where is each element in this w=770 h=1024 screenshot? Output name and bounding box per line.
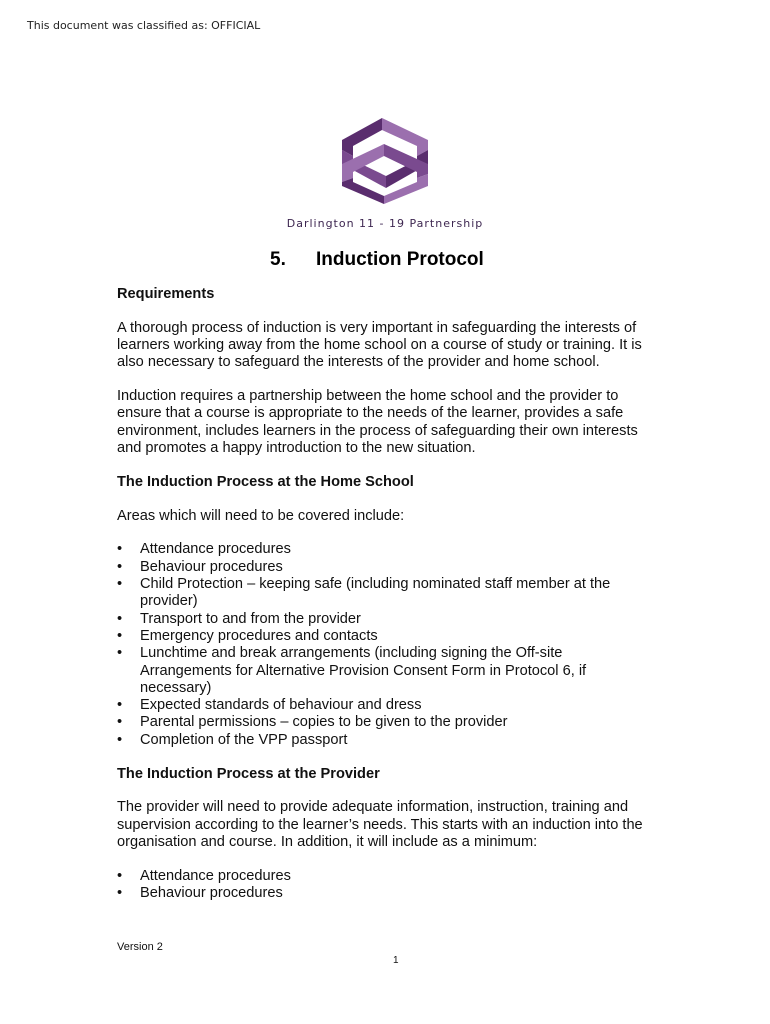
- bullet-icon: •: [117, 627, 123, 644]
- home-school-heading: The Induction Process at the Home School: [117, 473, 414, 490]
- document-body: [117, 286, 657, 919]
- bullet-icon: •: [117, 576, 123, 593]
- bullet-icon: •: [117, 610, 123, 627]
- list-item: • Transport to and from the provider: [117, 610, 361, 627]
- list-item: • Expected standards of behaviour and dress: [117, 697, 422, 714]
- bullet-icon: •: [117, 697, 123, 714]
- provider-heading: The Induction Process at the Provider: [117, 765, 380, 782]
- section-title: Induction Protocol: [316, 249, 484, 270]
- requirements-paragraph-1: A thorough process of induction is very important in safeguarding the interests of learners working away from the home school on a course of study or training. It is also necessary to safeguard the interests of the provider and home school.: [117, 319, 642, 371]
- page-number: 1: [393, 955, 399, 966]
- bullet-icon: •: [117, 645, 123, 662]
- bullet-icon: •: [117, 885, 123, 902]
- partnership-logo: [338, 116, 432, 206]
- list-item: • Attendance procedures: [117, 541, 291, 558]
- list-item: • Parental permissions – copies to be given to the provider: [117, 714, 508, 731]
- list-item: • Completion of the VPP passport: [117, 731, 348, 748]
- classification-label: This document was classified as: OFFICIAL: [27, 19, 261, 32]
- list-item: • Attendance procedures: [117, 867, 291, 884]
- bullet-icon: •: [117, 867, 123, 884]
- provider-intro: The provider will need to provide adequate information, instruction, training and supervision according to the learner’s needs. This starts with an induction into the organisation and course. In addition, it will include as a minimum:: [117, 799, 643, 850]
- home-school-list: [117, 541, 657, 749]
- bullet-icon: •: [117, 558, 123, 575]
- bullet-icon: •: [117, 541, 123, 558]
- footer-version: Version 2: [117, 941, 163, 953]
- list-item: • Child Protection – keeping safe (including nominated staff member at the provider): [117, 576, 611, 610]
- requirements-heading: Requirements: [117, 286, 215, 302]
- requirements-paragraph-2: Induction requires a partnership between the home school and the provider to ensure that a course is appropriate to the needs of the learner, provides a safe environment, includes learners in the process of safeguarding their own interests and promotes a happy introduction to the new situation.: [117, 388, 638, 457]
- bullet-icon: •: [117, 714, 123, 731]
- logo-caption: Darlington 11 - 19 Partnership: [286, 217, 484, 230]
- home-school-intro: Areas which will need to be covered include:: [117, 507, 405, 524]
- page-title: [270, 249, 484, 271]
- list-item: • Lunchtime and break arrangements (including signing the Off-site Arrangements for Alternative Provision Consent Form in Protocol 6, if necessary): [117, 645, 587, 696]
- provider-list: [117, 868, 657, 903]
- list-item: • Behaviour procedures: [117, 558, 283, 575]
- bullet-icon: •: [117, 731, 123, 748]
- section-number: 5.: [270, 249, 286, 270]
- list-item: • Emergency procedures and contacts: [117, 627, 378, 644]
- list-item: • Behaviour procedures: [117, 885, 283, 902]
